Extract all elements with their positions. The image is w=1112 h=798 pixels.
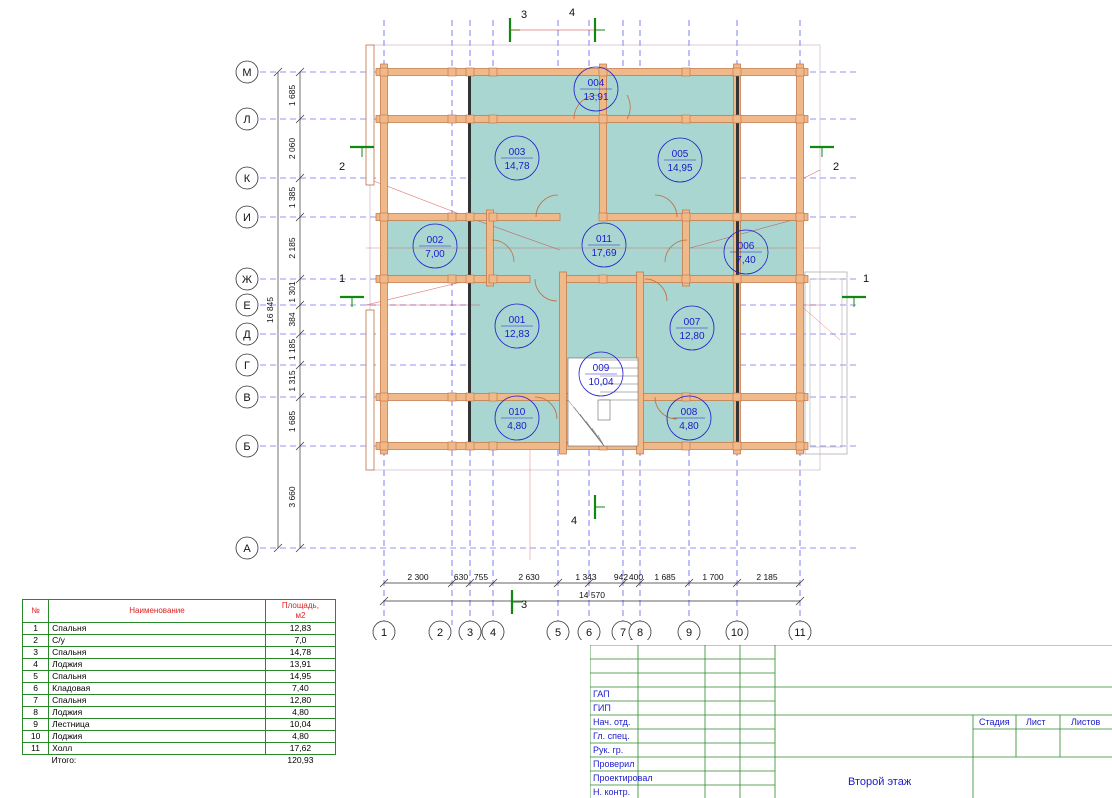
explication-row <box>23 731 336 743</box>
dim-value: 1 185 <box>287 338 297 361</box>
total-label: Итого: <box>51 755 77 765</box>
dim-value: 1 315 <box>287 370 297 392</box>
explication-cell-n: 4 <box>23 659 49 671</box>
room-number: 002 <box>426 235 444 246</box>
log-end <box>599 275 607 283</box>
dim-value: 1 343 <box>575 572 597 582</box>
room-number: 005 <box>671 149 689 160</box>
room-number: 011 <box>596 234 612 245</box>
explication-cell-n: 10 <box>23 731 49 743</box>
explication-cell-area: 4,80 <box>265 731 335 743</box>
role-label: Рук. гр. <box>593 745 624 755</box>
wall <box>376 116 808 123</box>
log-end <box>466 68 474 76</box>
explication-cell-n: 8 <box>23 707 49 719</box>
axis-letter: К <box>243 173 251 185</box>
axis-letter: Е <box>243 300 251 312</box>
explication-cell-name: Спальня <box>49 647 266 659</box>
explication-cell-area: 7,0 <box>265 635 335 647</box>
log-end <box>380 275 388 283</box>
role-label: ГАП <box>593 689 610 699</box>
log-end <box>489 68 497 76</box>
total-value: 120,93 <box>287 755 314 765</box>
log-end <box>733 275 741 283</box>
explication-cell-n: 11 <box>23 743 49 755</box>
log-end <box>448 393 456 401</box>
axis-number: 11 <box>794 627 806 639</box>
explication-cell-area: 14,95 <box>265 671 335 683</box>
stair-post <box>598 400 610 420</box>
explication-cell-n: 2 <box>23 635 49 647</box>
stage-label: Стадия <box>979 717 1010 727</box>
axis-letter: Л <box>243 114 251 126</box>
room-number: 009 <box>592 363 610 374</box>
explication-row <box>23 719 336 731</box>
wall <box>560 272 567 454</box>
log-end <box>380 213 388 221</box>
explication-cell-n: 6 <box>23 683 49 695</box>
log-end <box>796 213 804 221</box>
log-end <box>733 442 741 450</box>
dim-value: 2 060 <box>287 137 297 160</box>
explication-row <box>23 671 336 683</box>
section-label: 3 <box>520 599 528 611</box>
explication-cell-area: 12,83 <box>265 623 335 635</box>
dim-value: 942 <box>613 572 629 582</box>
log-end <box>682 115 690 123</box>
log-end <box>448 442 456 450</box>
role-label: Нач. отд. <box>593 717 631 727</box>
room-area: 14,78 <box>504 161 530 172</box>
room-number: 004 <box>587 78 605 89</box>
log-end <box>448 115 456 123</box>
log-end <box>733 393 741 401</box>
log-end <box>682 275 690 283</box>
explication-cell-n: 7 <box>23 695 49 707</box>
explication-total-row <box>23 755 336 767</box>
section-label: 3 <box>520 9 528 21</box>
dim-value: 1 301 <box>287 281 297 303</box>
sheets-label: Листов <box>1071 717 1101 727</box>
log-end <box>380 442 388 450</box>
wall-dark <box>468 72 471 446</box>
log-end <box>796 393 804 401</box>
axis-number: 9 <box>685 627 693 639</box>
log-end <box>733 115 741 123</box>
explication-row <box>23 683 336 695</box>
role-label: Н. контр. <box>593 787 631 797</box>
dim-value: 630 <box>453 572 469 582</box>
role-label: Проверил <box>593 759 635 769</box>
room-number: 008 <box>680 407 698 418</box>
wall <box>376 69 808 76</box>
axis-number: 3 <box>466 627 474 639</box>
dim-value: 1 685 <box>287 410 297 433</box>
dim-value: 400 <box>628 572 644 582</box>
log-end <box>489 275 497 283</box>
log-end <box>466 275 474 283</box>
log-end <box>448 275 456 283</box>
explication-cell-name: Лоджия <box>49 659 266 671</box>
drawing-title: Второй этаж <box>848 776 912 788</box>
explication-cell-name: Холл <box>49 743 266 755</box>
axis-number: 1 <box>380 627 388 639</box>
section-label: 4 <box>568 7 576 19</box>
section-label: 1 <box>338 273 346 285</box>
explication-cell-area: 7,40 <box>265 683 335 695</box>
dim-value: 3 660 <box>287 486 297 508</box>
wall <box>683 210 690 286</box>
room-area: 4,80 <box>507 421 527 432</box>
dim-value: 1 685 <box>287 84 297 107</box>
explication-row <box>23 707 336 719</box>
explication-cell-area: 17,62 <box>265 743 335 755</box>
explication-cell-name: Кладовая <box>49 683 266 695</box>
section-label: 4 <box>570 515 578 527</box>
dim-value: 1 385 <box>287 186 297 209</box>
explication-cell-name: Спальня <box>49 671 266 683</box>
section-label: 2 <box>832 161 840 173</box>
log-end <box>466 442 474 450</box>
total-blank <box>23 755 49 767</box>
log-end <box>380 68 388 76</box>
axis-letter: В <box>243 392 251 404</box>
log-end <box>682 68 690 76</box>
explication-cell-area: 14,78 <box>265 647 335 659</box>
axis-letter: А <box>243 543 251 555</box>
axis-letter: Б <box>243 441 251 453</box>
role-label: Проектировал <box>593 773 653 783</box>
explication-table <box>22 599 336 766</box>
axis-letter: И <box>243 212 251 224</box>
log-end <box>796 115 804 123</box>
dim-value: 1 700 <box>702 572 724 582</box>
explication-row <box>23 659 336 671</box>
axis-letter: Г <box>244 360 250 372</box>
room-area: 10,04 <box>588 377 614 388</box>
log-end <box>466 393 474 401</box>
explication-cell-name: Спальня <box>49 623 266 635</box>
axis-number: 4 <box>489 627 497 639</box>
explication-row <box>23 635 336 647</box>
balcony-outline <box>805 272 847 454</box>
log-end <box>380 115 388 123</box>
col-no-header: № <box>23 600 49 623</box>
log-end <box>489 115 497 123</box>
log-end <box>599 115 607 123</box>
room-area: 7,40 <box>736 255 756 266</box>
room-area: 17,69 <box>591 248 617 259</box>
room-area: 12,80 <box>679 331 705 342</box>
dim-value: 384 <box>287 312 297 327</box>
dim-value: 2 185 <box>756 572 778 582</box>
room-area: 12,83 <box>504 329 530 340</box>
axis-letter: Ж <box>241 274 253 286</box>
col-name-header: Наименование <box>49 600 266 623</box>
wall <box>600 214 808 221</box>
axis-number: 7 <box>619 627 627 639</box>
sheet-label: Лист <box>1026 717 1046 727</box>
log-end <box>682 213 690 221</box>
dim-value: 2 630 <box>518 572 540 582</box>
axis-letter: М <box>242 67 252 79</box>
axis-letter: Д <box>243 329 251 341</box>
explication-cell-area: 10,04 <box>265 719 335 731</box>
role-label: ГИП <box>593 703 611 713</box>
room-number: 007 <box>683 317 701 328</box>
dim-value: 2 300 <box>407 572 429 582</box>
explication-cell-area: 13,91 <box>265 659 335 671</box>
log-end <box>489 393 497 401</box>
explication-cell-n: 1 <box>23 623 49 635</box>
dim-value: 755 <box>473 572 489 582</box>
axis-number: 2 <box>436 627 444 639</box>
wall <box>487 210 494 286</box>
log-end <box>796 275 804 283</box>
room-number: 003 <box>508 147 526 158</box>
explication-cell-name: Спальня <box>49 695 266 707</box>
explication-cell-area: 4,80 <box>265 707 335 719</box>
explication-cell-name: Лоджия <box>49 707 266 719</box>
axis-number: 10 <box>730 627 744 639</box>
log-end <box>796 442 804 450</box>
role-label: Гл. спец. <box>593 731 630 741</box>
room-area: 14,95 <box>667 163 693 174</box>
dim-total: 16 845 <box>265 297 275 323</box>
log-end <box>466 115 474 123</box>
explication-cell-name: Лоджия <box>49 731 266 743</box>
title-block <box>590 645 1112 798</box>
axis-number: 6 <box>585 627 593 639</box>
dim-value: 2 185 <box>287 237 297 259</box>
log-end <box>733 213 741 221</box>
explication-cell-n: 3 <box>23 647 49 659</box>
section-label: 1 <box>862 273 870 285</box>
axis-number: 8 <box>636 627 644 639</box>
outer-wall-left <box>366 310 374 470</box>
dim-total: 14 570 <box>579 590 605 600</box>
explication-row <box>23 743 336 755</box>
explication-cell-n: 5 <box>23 671 49 683</box>
room-area: 7,00 <box>425 249 445 260</box>
room-area: 4,80 <box>679 421 699 432</box>
log-end <box>466 213 474 221</box>
explication-cell-name: С/у <box>49 635 266 647</box>
axis-number: 5 <box>554 627 562 639</box>
outer-wall-left <box>366 45 374 185</box>
explication-row <box>23 647 336 659</box>
dim-value: 1 685 <box>654 572 676 582</box>
room-number: 006 <box>737 241 755 252</box>
log-end <box>796 68 804 76</box>
room-area: 13,91 <box>583 92 609 103</box>
log-end <box>448 68 456 76</box>
log-end <box>733 68 741 76</box>
explication-cell-n: 9 <box>23 719 49 731</box>
explication-cell-area: 12,80 <box>265 695 335 707</box>
log-end <box>380 393 388 401</box>
explication-cell-name: Лестница <box>49 719 266 731</box>
log-end <box>489 442 497 450</box>
balcony-outline-inner <box>810 279 842 447</box>
log-end <box>448 213 456 221</box>
room-number: 010 <box>508 407 526 418</box>
room-number: 001 <box>508 315 526 326</box>
explication-row <box>23 695 336 707</box>
log-end <box>682 442 690 450</box>
section-label: 2 <box>338 161 346 173</box>
log-end <box>599 213 607 221</box>
log-end <box>489 213 497 221</box>
col-area-header: Площадь, м2 <box>265 600 335 623</box>
explication-row <box>23 623 336 635</box>
